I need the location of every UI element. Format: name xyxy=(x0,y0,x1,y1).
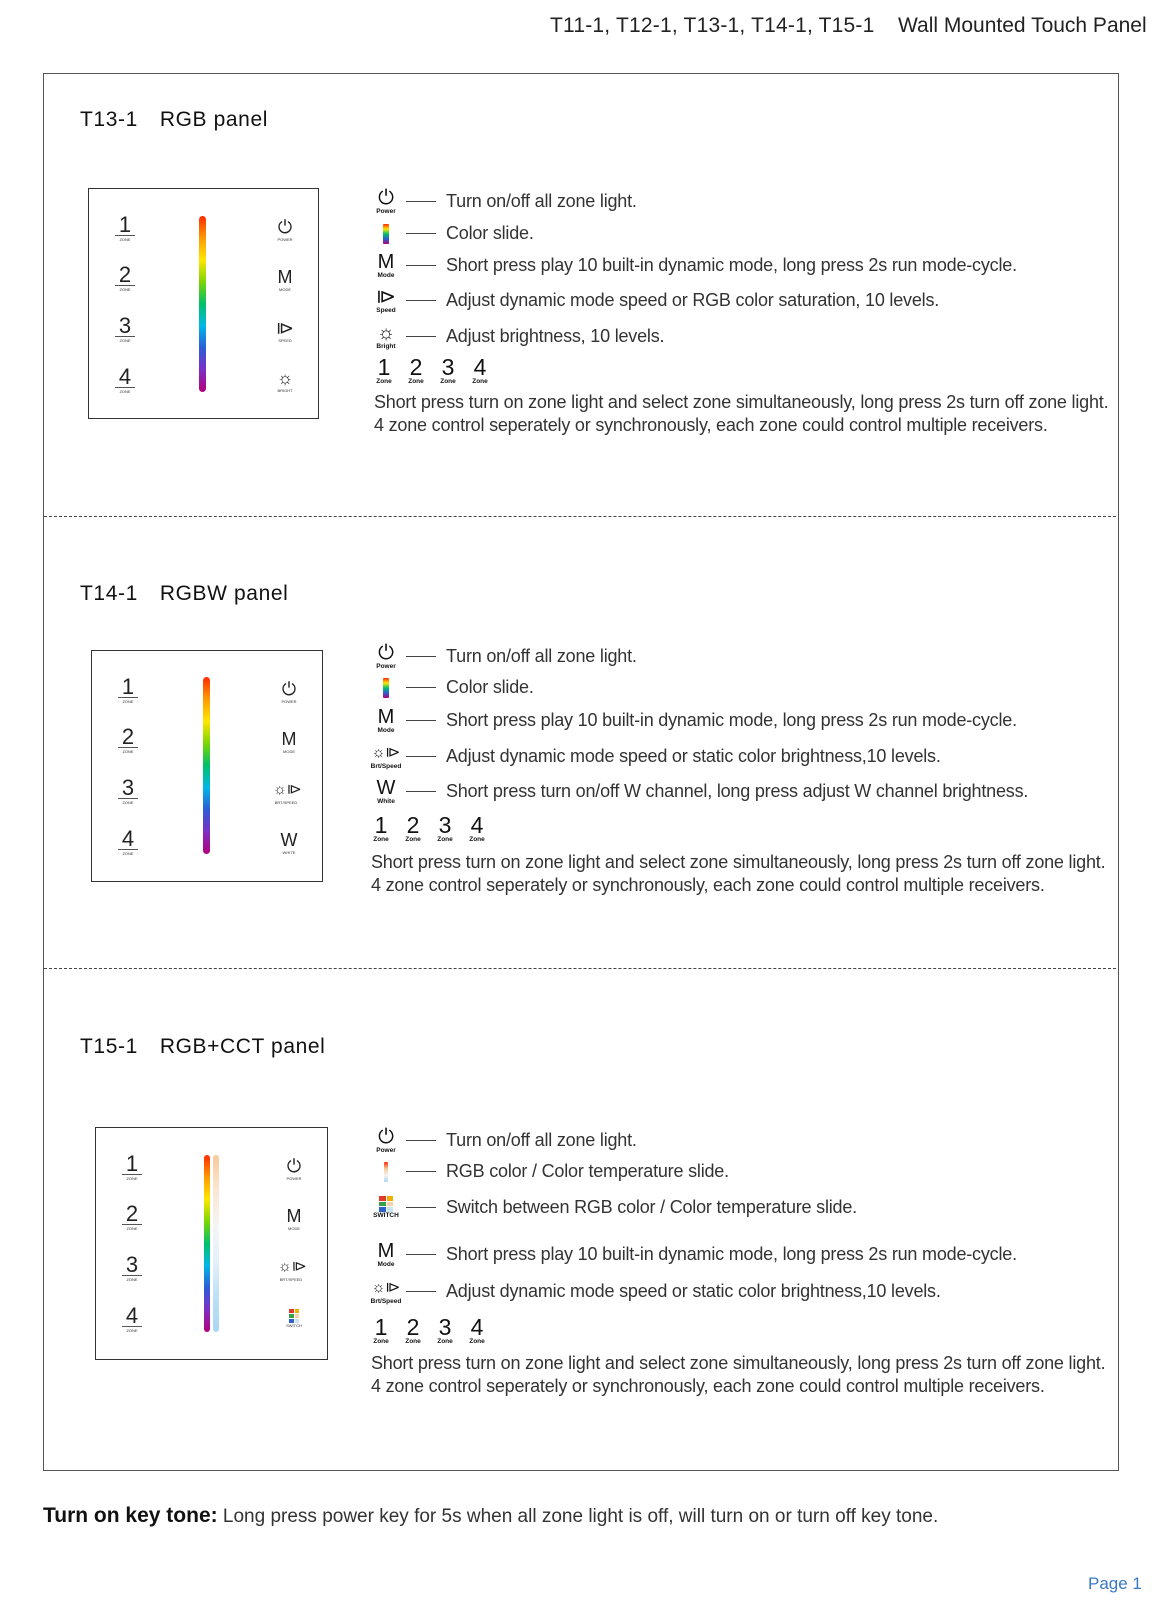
power-icon: ⏻ POWER xyxy=(281,679,297,704)
zone-note-1: Short press turn on zone light and select zone simultaneously, long press 2s turn off zone light. xyxy=(371,852,1106,872)
zone-note-2: 4 zone control seperately or synchronously, each zone could control multiple receivers. xyxy=(371,875,1045,895)
desc-row: W White Short press turn on/off W channel, long press adjust W channel brightness. xyxy=(372,778,1028,805)
section-divider xyxy=(44,516,1116,517)
section-title-t13 xyxy=(80,108,268,132)
power-icon: ⏻ POWER xyxy=(286,1156,302,1181)
key-tone-note xyxy=(43,1504,938,1528)
section-name: RGBW panel xyxy=(159,582,289,605)
speed-icon: ⧐ SPEED xyxy=(276,318,294,343)
zone-icon-4: 4 Zone xyxy=(469,812,485,843)
brt-speed-icon: ☼⧐ BRT/SPEED xyxy=(278,1258,307,1282)
panel-zone-4: 4 ZONE xyxy=(115,367,135,394)
zone-note-1: Short press turn on zone light and select zone simultaneously, long press 2s turn off zone light. xyxy=(374,392,1109,412)
desc-row: Color slide. xyxy=(372,223,534,244)
mode-icon: M MODE xyxy=(277,267,293,292)
desc-row: M Mode Short press play 10 built-in dynamic mode, long press 2s run mode-cycle. xyxy=(372,707,1017,734)
white-icon: W WHITE xyxy=(280,830,298,855)
zone-icon-3: 3 Zone xyxy=(440,354,456,385)
section-name: RGB+CCT panel xyxy=(159,1035,326,1058)
desc-row: ⏻ Power Turn on/off all zone light. xyxy=(372,188,637,215)
zone-icon-4: 4 Zone xyxy=(469,1314,485,1345)
desc-row: SWITCH Switch between RGB color / Color temperature slide. xyxy=(373,1197,857,1219)
desc-row: ⏻ Power Turn on/off all zone light. xyxy=(372,1127,637,1154)
key-tone-text: Long press power key for 5s when all zone light is off, will turn on or turn off key tone. xyxy=(217,1506,939,1527)
zone-icon-2: 2 Zone xyxy=(408,354,424,385)
section-code: T13-1 xyxy=(80,108,138,131)
panel-zone-2: 2 ZONE xyxy=(122,1204,142,1231)
zone-icon-3: 3 Zone xyxy=(437,812,453,843)
panel-zone-3: 3 ZONE xyxy=(122,1255,142,1282)
zone-icon-2: 2 Zone xyxy=(405,1314,421,1345)
header-models: T11-1, T12-1, T13-1, T14-1, T15-1 xyxy=(550,14,875,37)
desc-row: M Mode Short press play 10 built-in dynamic mode, long press 2s run mode-cycle. xyxy=(372,1241,1017,1268)
rgb-slider-bar xyxy=(204,1155,210,1332)
page-number: Page 1 xyxy=(1088,1574,1142,1593)
brt-speed-icon: ☼⧐ Brt/Speed xyxy=(370,1279,402,1305)
desc-row: ⏻ Power Turn on/off all zone light. xyxy=(372,643,637,670)
panel-zone-4: 4 ZONE xyxy=(118,829,138,856)
section-title-t15 xyxy=(80,1035,325,1059)
desc-row: ☼⧐ Brt/Speed Adjust dynamic mode speed or static color brightness,10 levels. xyxy=(368,743,941,770)
panel-zone-1: 1 ZONE xyxy=(118,677,138,704)
cct-slider-bar xyxy=(213,1155,219,1332)
panel-t15-illustration xyxy=(95,1127,328,1360)
bright-icon: ☼ BRIGHT xyxy=(276,368,294,393)
zone-icons xyxy=(365,1316,493,1346)
zone-icon-1: 1 Zone xyxy=(373,1314,389,1345)
panel-zone-4: 4 ZONE xyxy=(122,1306,142,1333)
color-slide-icon xyxy=(372,678,400,698)
zone-icon-3: 3 Zone xyxy=(437,1314,453,1345)
key-tone-label: Turn on key tone: xyxy=(43,1504,218,1527)
zone-icons xyxy=(368,356,496,386)
panel-t14-illustration xyxy=(91,650,323,882)
power-icon: ⏻ Power xyxy=(376,187,396,215)
zone-note-2: 4 zone control seperately or synchronously, each zone could control multiple receivers. xyxy=(374,415,1048,435)
section-code: T15-1 xyxy=(80,1035,138,1058)
panel-zone-1: 1 ZONE xyxy=(122,1154,142,1181)
desc-row: RGB color / Color temperature slide. xyxy=(372,1161,729,1182)
zone-icons xyxy=(365,814,493,844)
white-icon: W White xyxy=(376,777,396,805)
zone-note-1: Short press turn on zone light and select zone simultaneously, long press 2s turn off zone light. xyxy=(371,1353,1106,1373)
panel-zone-3: 3 ZONE xyxy=(115,316,135,343)
desc-row: ⧐ Speed Adjust dynamic mode speed or RGB color saturation, 10 levels. xyxy=(372,287,939,314)
panel-zone-2: 2 ZONE xyxy=(118,727,138,754)
header-title: Wall Mounted Touch Panel xyxy=(898,14,1147,37)
speed-icon: ⧐ Speed xyxy=(376,286,396,314)
zone-icon-4: 4 Zone xyxy=(472,354,488,385)
panel-t13-illustration xyxy=(88,188,319,419)
power-icon: ⏻ POWER xyxy=(277,217,293,242)
desc-row: ☼ Bright Adjust brightness, 10 levels. xyxy=(372,323,664,350)
desc-row: ☼⧐ Brt/Speed Adjust dynamic mode speed or static color brightness,10 levels. xyxy=(368,1278,941,1305)
section-code: T14-1 xyxy=(80,582,138,605)
brt-speed-icon: ☼⧐ Brt/Speed xyxy=(370,744,402,770)
mode-icon: M MODE xyxy=(286,1206,302,1231)
brt-speed-icon: ☼⧐ BRT/SPEED xyxy=(273,781,302,805)
power-icon: ⏻ Power xyxy=(376,1126,396,1154)
section-name: RGB panel xyxy=(159,108,268,131)
zone-note-2: 4 zone control seperately or synchronously, each zone could control multiple receivers. xyxy=(371,1376,1045,1396)
switch-icon: SWITCH xyxy=(281,1309,307,1328)
mode-icon: M Mode xyxy=(377,1240,395,1268)
color-slider-bar xyxy=(203,677,210,854)
zone-icon-2: 2 Zone xyxy=(405,812,421,843)
section-title-t14 xyxy=(80,582,288,606)
panel-zone-3: 3 ZONE xyxy=(118,778,138,805)
bright-icon: ☼ Bright xyxy=(376,322,396,350)
mode-icon: M MODE xyxy=(281,729,297,754)
mode-icon: M Mode xyxy=(377,251,395,279)
rgb-cct-slide-icon xyxy=(372,1162,400,1182)
panel-zone-1: 1 ZONE xyxy=(115,215,135,242)
color-slide-icon xyxy=(372,224,400,244)
panel-zone-2: 2 ZONE xyxy=(115,265,135,292)
switch-icon: SWITCH xyxy=(372,1196,400,1219)
desc-row: Color slide. xyxy=(372,677,534,698)
zone-icon-1: 1 Zone xyxy=(376,354,392,385)
color-slider-bar xyxy=(199,216,206,392)
mode-icon: M Mode xyxy=(377,706,395,734)
desc-row: M Mode Short press play 10 built-in dynamic mode, long press 2s run mode-cycle. xyxy=(372,252,1017,279)
power-icon: ⏻ Power xyxy=(376,642,396,670)
zone-icon-1: 1 Zone xyxy=(373,812,389,843)
section-divider xyxy=(44,968,1116,969)
